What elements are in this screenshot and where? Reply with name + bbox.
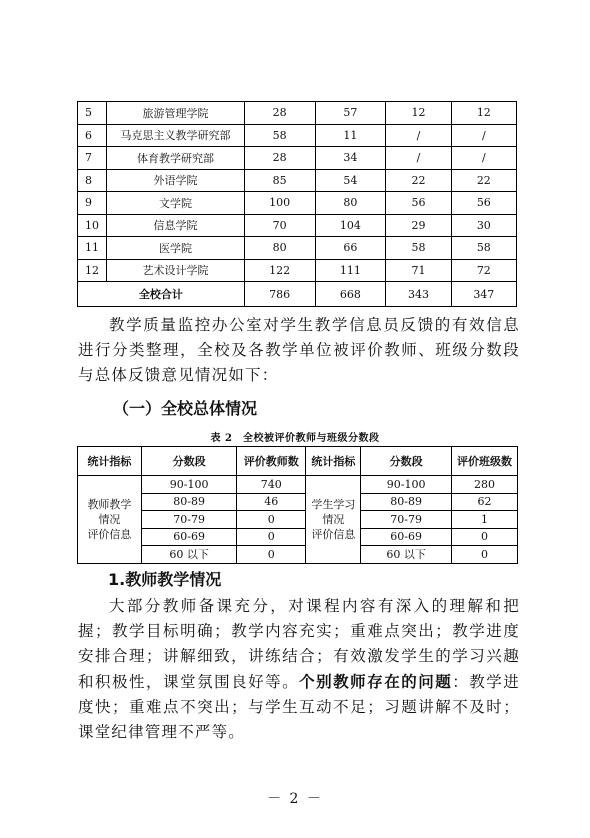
- category-line: 情况: [322, 512, 345, 526]
- value-cell: 80: [244, 237, 315, 260]
- value-cell: 70: [244, 214, 315, 237]
- score-range: 60-69: [141, 528, 236, 546]
- teacher-count: 0: [237, 528, 306, 546]
- table-row: [78, 259, 517, 282]
- score-range-table: [77, 446, 518, 564]
- value-cell: 30: [451, 214, 516, 237]
- value-cell: 12: [451, 102, 516, 125]
- value-cell: 22: [386, 169, 451, 192]
- total-value: 343: [386, 282, 451, 307]
- table-row: [78, 124, 517, 147]
- category-line: 学生学习: [311, 497, 356, 511]
- total-value: 347: [451, 282, 516, 307]
- score-range: 80-89: [141, 493, 236, 511]
- score-range: 90-100: [361, 476, 452, 494]
- teacher-count: 0: [237, 511, 306, 529]
- problems-label: 个别教师存在的问题: [299, 672, 453, 691]
- header-cell: 评价班级数: [451, 447, 517, 476]
- category-line: 情况: [98, 512, 121, 526]
- total-value: 786: [244, 282, 315, 307]
- score-range: 60 以下: [361, 546, 452, 564]
- table-row: [78, 511, 518, 529]
- value-cell: 58: [386, 237, 451, 260]
- total-value: 668: [315, 282, 386, 307]
- row-number: 9: [78, 192, 107, 215]
- value-cell: 80: [315, 192, 386, 215]
- value-cell: 85: [244, 169, 315, 192]
- class-count: 0: [451, 546, 517, 564]
- student-category-cell: [306, 476, 361, 564]
- total-label: 全校合计: [78, 282, 245, 307]
- value-cell: /: [386, 124, 451, 147]
- row-number: 7: [78, 147, 107, 170]
- value-cell: /: [386, 147, 451, 170]
- value-cell: 100: [244, 192, 315, 215]
- value-cell: 66: [315, 237, 386, 260]
- score-range: 60 以下: [141, 546, 236, 564]
- table-row: [78, 476, 518, 494]
- value-cell: 56: [386, 192, 451, 215]
- class-count: 1: [451, 511, 517, 529]
- value-cell: 111: [315, 259, 386, 282]
- unit-name: 文学院: [107, 192, 244, 215]
- value-cell: 122: [244, 259, 315, 282]
- table-row: [78, 493, 518, 511]
- value-cell: 54: [315, 169, 386, 192]
- score-range: 60-69: [361, 528, 452, 546]
- value-cell: 29: [386, 214, 451, 237]
- table-row: [78, 147, 517, 170]
- subsection-heading: 1.教师教学情况: [108, 570, 222, 589]
- section-heading: （一）全校总体情况: [113, 399, 258, 418]
- value-cell: 11: [315, 124, 386, 147]
- body-text: ：教学进度快；重难点不突出；与学生互动不足；习题讲解不及时；课堂纪律管理不严等。: [78, 673, 520, 741]
- unit-name: 旅游管理学院: [107, 102, 244, 125]
- unit-name: 医学院: [107, 237, 244, 260]
- value-cell: 28: [244, 147, 315, 170]
- teacher-situation-paragraph: [78, 594, 520, 745]
- unit-statistics-table: [77, 101, 517, 307]
- header-cell: 统计指标: [306, 447, 361, 476]
- unit-name: 艺术设计学院: [107, 259, 244, 282]
- row-number: 8: [78, 169, 107, 192]
- table-row: [78, 546, 518, 564]
- table-row: [78, 528, 518, 546]
- value-cell: 72: [451, 259, 516, 282]
- category-line: 评价信息: [87, 527, 132, 541]
- unit-name: 体育教学研究部: [107, 147, 244, 170]
- table-caption: 表 2 全校被评价教师与班级分数段: [210, 433, 380, 444]
- table-row: [78, 169, 517, 192]
- header-cell: 统计指标: [78, 447, 142, 476]
- row-number: 6: [78, 124, 107, 147]
- value-cell: 28: [244, 102, 315, 125]
- header-cell: 分数段: [361, 447, 452, 476]
- score-range: 70-79: [361, 511, 452, 529]
- teacher-count: 0: [237, 546, 306, 564]
- class-count: 62: [451, 493, 517, 511]
- body-text: 大部分教师备课充分，对课程内容有深入的理解和把握；教学目标明确；教学内容充实；重难点突出；教学进度安排合理；讲解细致，讲练结合；有效激发学生的学习兴趣和积极性，课堂氛围良好等。: [78, 597, 520, 691]
- page-number: － 2 －: [267, 791, 323, 807]
- teacher-count: 46: [237, 493, 306, 511]
- table-row: [78, 192, 517, 215]
- value-cell: 22: [451, 169, 516, 192]
- score-range: 70-79: [141, 511, 236, 529]
- unit-name: 马克思主义教学研究部: [107, 124, 244, 147]
- score-range: 90-100: [141, 476, 236, 494]
- class-count: 280: [451, 476, 517, 494]
- row-number: 11: [78, 237, 107, 260]
- teacher-count: 740: [237, 476, 306, 494]
- row-number: 10: [78, 214, 107, 237]
- value-cell: 57: [315, 102, 386, 125]
- value-cell: 58: [244, 124, 315, 147]
- table-header-row: [78, 447, 518, 476]
- score-range: 80-89: [361, 493, 452, 511]
- row-number: 12: [78, 259, 107, 282]
- value-cell: 58: [451, 237, 516, 260]
- value-cell: 71: [386, 259, 451, 282]
- table-row: [78, 237, 517, 260]
- unit-name: 信息学院: [107, 214, 244, 237]
- value-cell: /: [451, 124, 516, 147]
- value-cell: 12: [386, 102, 451, 125]
- row-number: 5: [78, 102, 107, 125]
- header-cell: 分数段: [141, 447, 236, 476]
- table-row: [78, 214, 517, 237]
- value-cell: 104: [315, 214, 386, 237]
- intro-paragraph: 教学质量监控办公室对学生教学信息员反馈的有效信息进行分类整理，全校及各教学单位被评价教师、班级分数段与总体反馈意见情况如下：: [78, 316, 520, 384]
- value-cell: /: [451, 147, 516, 170]
- total-row: [78, 282, 517, 307]
- value-cell: 56: [451, 192, 516, 215]
- value-cell: 34: [315, 147, 386, 170]
- category-line: 评价信息: [311, 527, 356, 541]
- header-cell: 评价教师数: [237, 447, 306, 476]
- teacher-category-cell: [78, 476, 142, 564]
- unit-name: 外语学院: [107, 169, 244, 192]
- class-count: 0: [451, 528, 517, 546]
- category-line: 教师教学: [87, 497, 132, 511]
- table-row: [78, 102, 517, 125]
